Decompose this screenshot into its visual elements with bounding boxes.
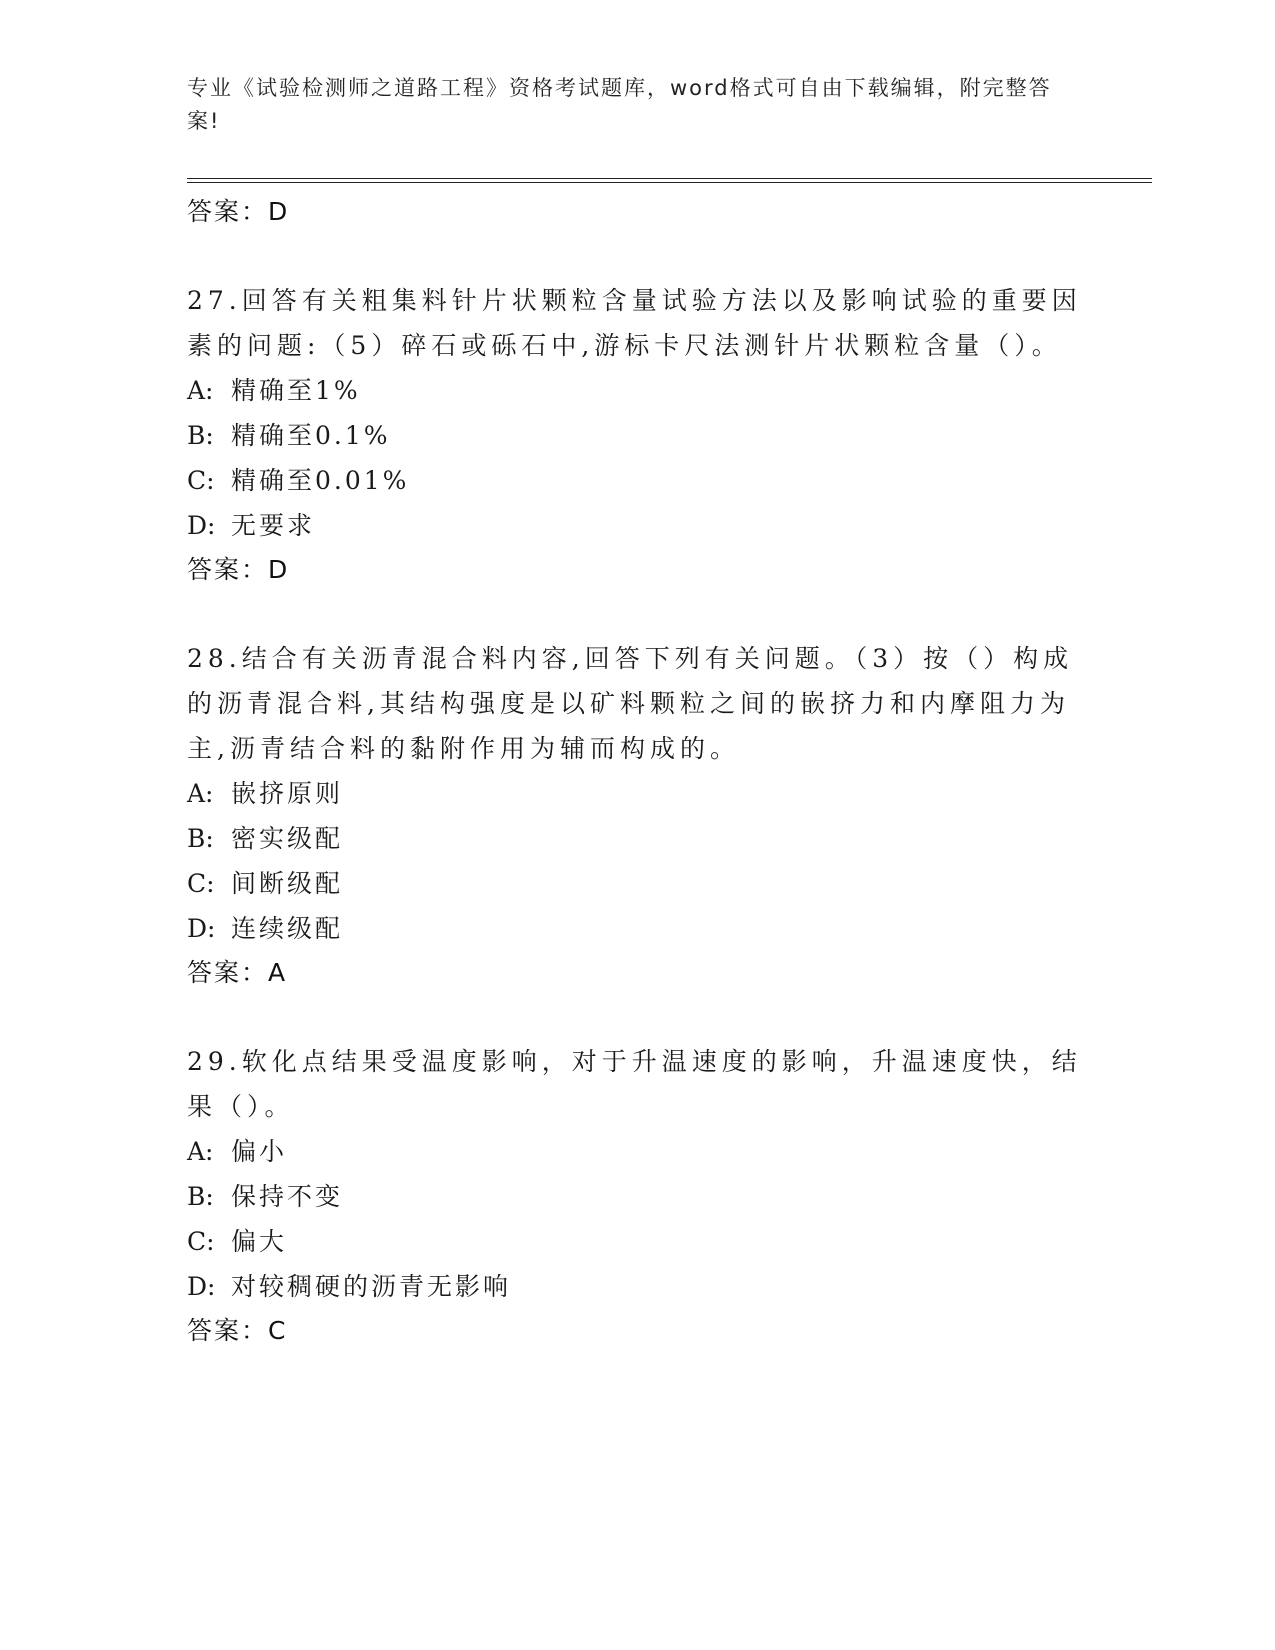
option-letter: C: — [187, 1227, 215, 1256]
option-text: 精确至0.1% — [231, 421, 391, 450]
answer-line: 答案：A — [187, 958, 288, 987]
option-b — [187, 413, 1087, 458]
option-letter: D: — [187, 1272, 216, 1301]
question-29 — [187, 1039, 1087, 1353]
option-c — [187, 861, 1087, 906]
option-letter: A: — [187, 779, 214, 808]
document-body — [187, 190, 1087, 1353]
option-text: 偏大 — [231, 1227, 288, 1256]
option-c — [187, 458, 1087, 503]
option-a — [187, 771, 1087, 816]
question-28 — [187, 636, 1087, 995]
option-text: 间断级配 — [231, 869, 344, 898]
option-a — [187, 1129, 1087, 1174]
option-letter: B: — [187, 421, 214, 450]
question-27 — [187, 278, 1087, 592]
option-text: 偏小 — [231, 1137, 288, 1166]
option-text: 连续级配 — [231, 914, 344, 943]
option-text: 无要求 — [231, 511, 316, 540]
option-text: 精确至1% — [231, 376, 361, 405]
answer-line: 答案：D — [187, 555, 290, 584]
header-divider — [187, 178, 1152, 183]
option-b — [187, 1174, 1087, 1219]
question-stem: 27.回答有关粗集料针片状颗粒含量试验方法以及影响试验的重要因素的问题:（5）碎石或砾石中,游标卡尺法测针片状颗粒含量（）。 — [187, 286, 1082, 360]
option-letter: A: — [187, 1137, 214, 1166]
option-text: 保持不变 — [231, 1182, 344, 1211]
option-text: 精确至0.01% — [231, 466, 410, 495]
option-text: 对较稠硬的沥青无影响 — [231, 1272, 512, 1301]
option-c — [187, 1219, 1087, 1264]
question-stem: 28.结合有关沥青混合料内容,回答下列有关问题。（3）按（）构成的沥青混合料,其结构强度是以矿料颗粒之间的嵌挤力和内摩阻力为主,沥青结合料的黏附作用为辅而构成的。 — [187, 644, 1074, 763]
option-letter: D: — [187, 914, 216, 943]
option-letter: B: — [187, 1182, 214, 1211]
answer-line: 答案：D — [187, 197, 290, 226]
page-header: 专业《试验检测师之道路工程》资格考试题库，word格式可自由下载编辑，附完整答案! — [187, 76, 1052, 133]
option-a — [187, 368, 1087, 413]
option-letter: C: — [187, 869, 215, 898]
answer-line: 答案：C — [187, 1316, 288, 1345]
option-letter: C: — [187, 466, 215, 495]
option-d — [187, 503, 1087, 548]
option-letter: B: — [187, 824, 214, 853]
option-text: 嵌挤原则 — [231, 779, 344, 808]
option-letter: D: — [187, 511, 216, 540]
question-stem: 29.软化点结果受温度影响，对于升温速度的影响，升温速度快，结果（）。 — [187, 1047, 1082, 1121]
option-d — [187, 1264, 1087, 1309]
option-b — [187, 816, 1087, 861]
option-d — [187, 906, 1087, 951]
option-letter: A: — [187, 376, 214, 405]
option-text: 密实级配 — [231, 824, 344, 853]
